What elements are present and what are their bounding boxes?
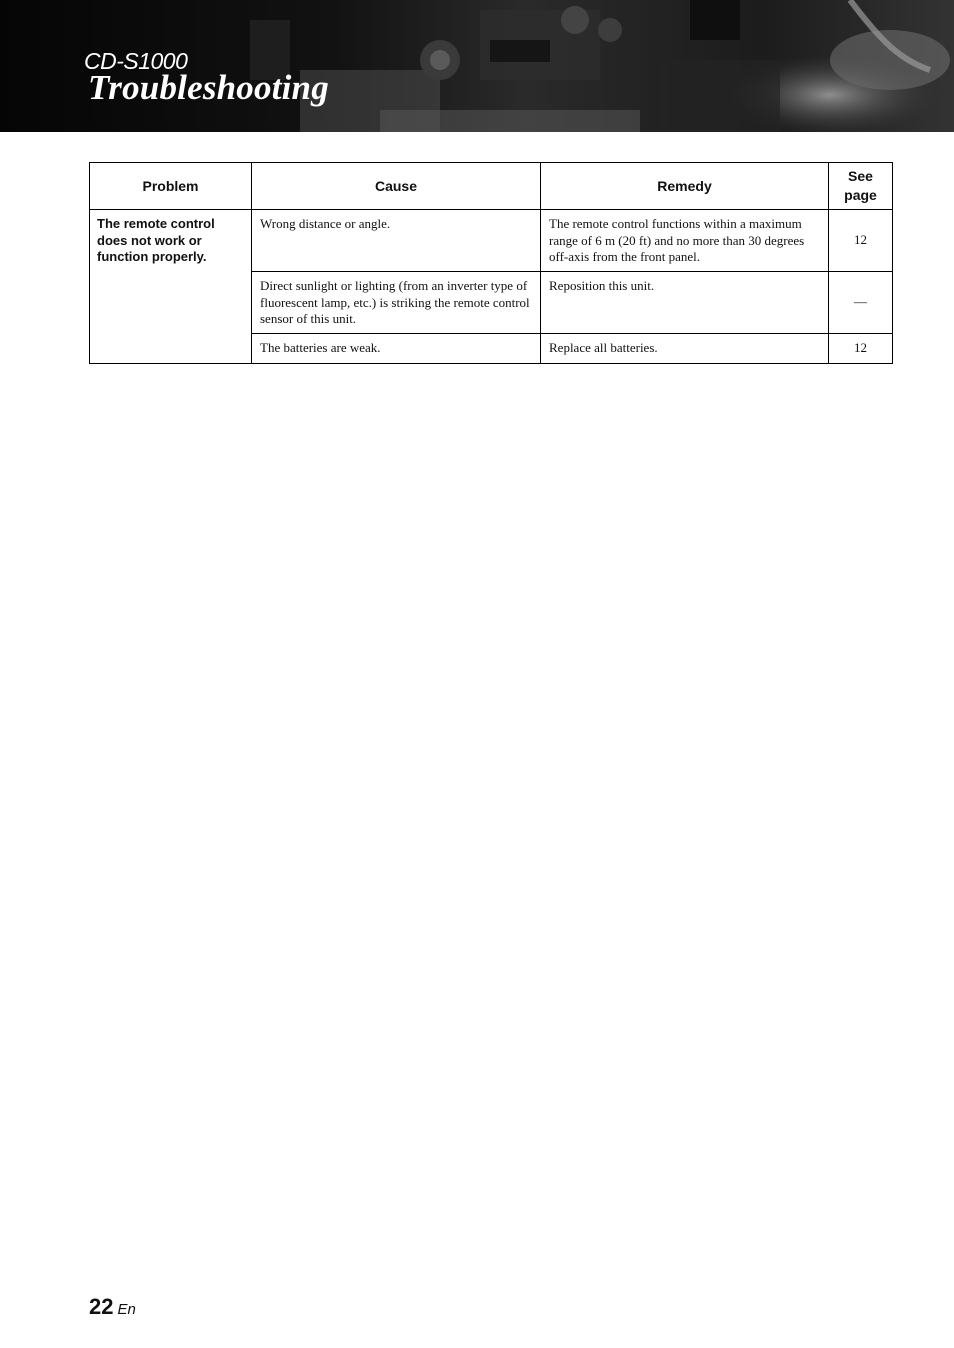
- column-header-see-page: See page: [829, 163, 893, 210]
- column-header-problem: Problem: [90, 163, 252, 210]
- troubleshooting-table: [89, 162, 893, 364]
- column-header-cause: Cause: [252, 163, 541, 210]
- see-page-cell: 12: [829, 210, 893, 272]
- header-banner: [0, 0, 954, 132]
- page-title: Troubleshooting: [88, 68, 329, 107]
- table-row: [90, 210, 893, 272]
- remedy-cell: Reposition this unit.: [541, 272, 829, 334]
- see-page-cell: —: [829, 272, 893, 334]
- page-footer: [89, 1294, 136, 1320]
- cause-cell: Direct sunlight or lighting (from an inverter type of fluorescent lamp, etc.) is striking the remote control sensor of this unit.: [252, 272, 541, 334]
- model-name: CD-S1000: [84, 48, 188, 74]
- remedy-cell: Replace all batteries.: [541, 334, 829, 364]
- page-number: 22: [89, 1294, 114, 1319]
- table-header-row: [90, 163, 893, 210]
- problem-cell: The remote control does not work or function properly.: [90, 210, 252, 364]
- column-header-remedy: Remedy: [541, 163, 829, 210]
- page-language: En: [117, 1301, 136, 1318]
- cause-cell: The batteries are weak.: [252, 334, 541, 364]
- remedy-cell: The remote control functions within a maximum range of 6 m (20 ft) and no more than 30 degrees off-axis from the front panel.: [541, 210, 829, 272]
- see-page-cell: 12: [829, 334, 893, 364]
- cause-cell: Wrong distance or angle.: [252, 210, 541, 272]
